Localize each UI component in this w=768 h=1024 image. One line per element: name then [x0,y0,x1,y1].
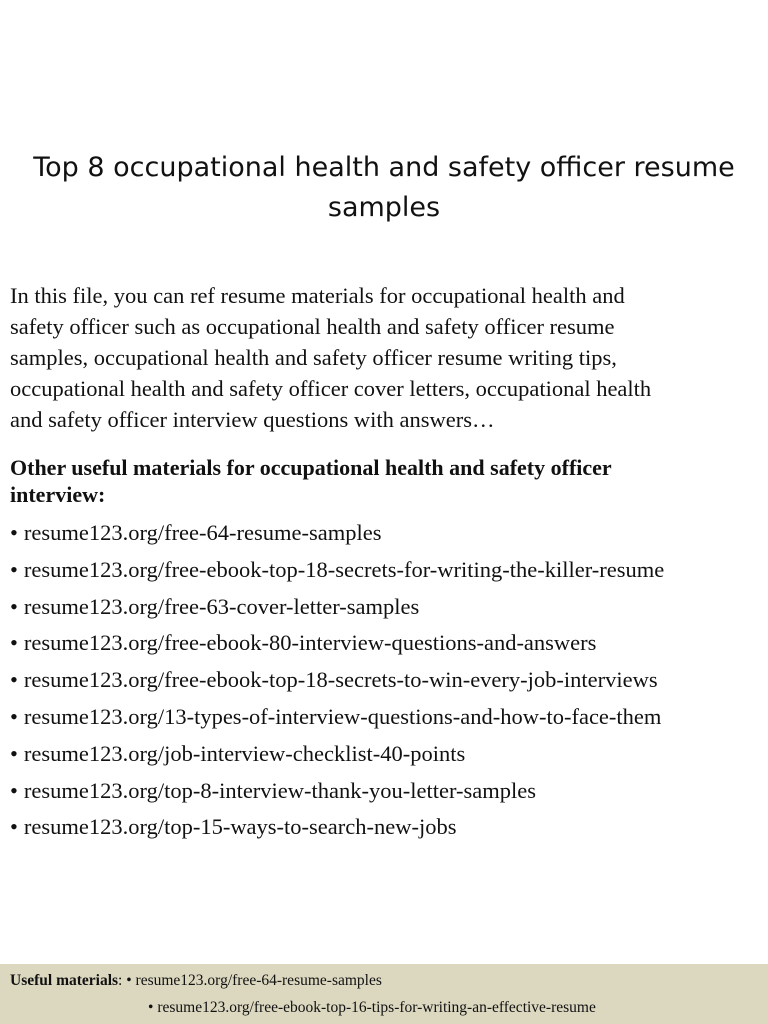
bullet: • [10,630,18,656]
material-link[interactable]: resume123.org/top-15-ways-to-search-new-jobs [23,814,457,840]
bullet: • [10,703,18,729]
footer-bar [0,964,768,1024]
material-link[interactable]: resume123.org/free-ebook-top-18-secrets-to-win-every-job-interviews [23,667,658,693]
material-link[interactable]: resume123.org/job-interview-checklist-40-points [23,740,466,766]
footer-link[interactable]: resume123.org/free-64-resume-samples [135,972,382,989]
bullet: • [10,777,18,803]
bullet: • [10,814,18,840]
list-item [10,515,760,552]
list-item [10,625,760,662]
heading-line: interview: [10,482,106,507]
footer-separator: : [118,972,127,989]
material-link[interactable]: resume123.org/free-ebook-80-interview-questions-and-answers [23,630,597,656]
materials-link-list [10,515,760,846]
list-item [10,773,760,810]
footer-label: Useful materials [10,972,119,989]
list-item [10,552,760,589]
intro-paragraph [10,280,750,435]
bullet: • [10,740,18,766]
material-link[interactable]: resume123.org/free-ebook-top-18-secrets-for-writing-the-killer-resume [23,556,665,582]
list-item [10,589,760,626]
list-item [10,699,760,736]
material-link[interactable]: resume123.org/top-8-interview-thank-you-letter-samples [23,777,536,803]
footer-bullet: • [126,972,132,989]
bullet: • [10,667,18,693]
bullet: • [10,556,18,582]
intro-line: occupational health and safety officer cover letters, occupational health [10,376,652,401]
footer-row [148,999,596,1017]
intro-line: In this file, you can ref resume materials for occupational health and [10,283,625,308]
other-materials-heading [10,454,750,508]
material-link[interactable]: resume123.org/free-63-cover-letter-samples [23,593,420,619]
footer-row [10,972,382,990]
title-line: Top 8 occupational health and safety officer resume [33,152,735,183]
document-title [0,148,768,228]
bullet: • [10,520,18,545]
title-line: samples [327,192,441,223]
footer-link[interactable]: resume123.org/free-ebook-top-16-tips-for-writing-an-effective-resume [157,999,596,1016]
intro-line: safety officer such as occupational health and safety officer resume [10,314,615,339]
intro-line: samples, occupational health and safety officer resume writing tips, [10,345,617,370]
bullet: • [10,593,18,619]
material-link[interactable]: resume123.org/13-types-of-interview-questions-and-how-to-face-them [23,703,662,729]
intro-line: and safety officer interview questions with answers… [10,407,495,432]
footer-bullet: • [148,999,154,1016]
list-item [10,736,760,773]
list-item [10,809,760,846]
list-item [10,662,760,699]
heading-line: Other useful materials for occupational health and safety officer [10,455,612,480]
material-link[interactable]: resume123.org/free-64-resume-samples [23,520,382,545]
